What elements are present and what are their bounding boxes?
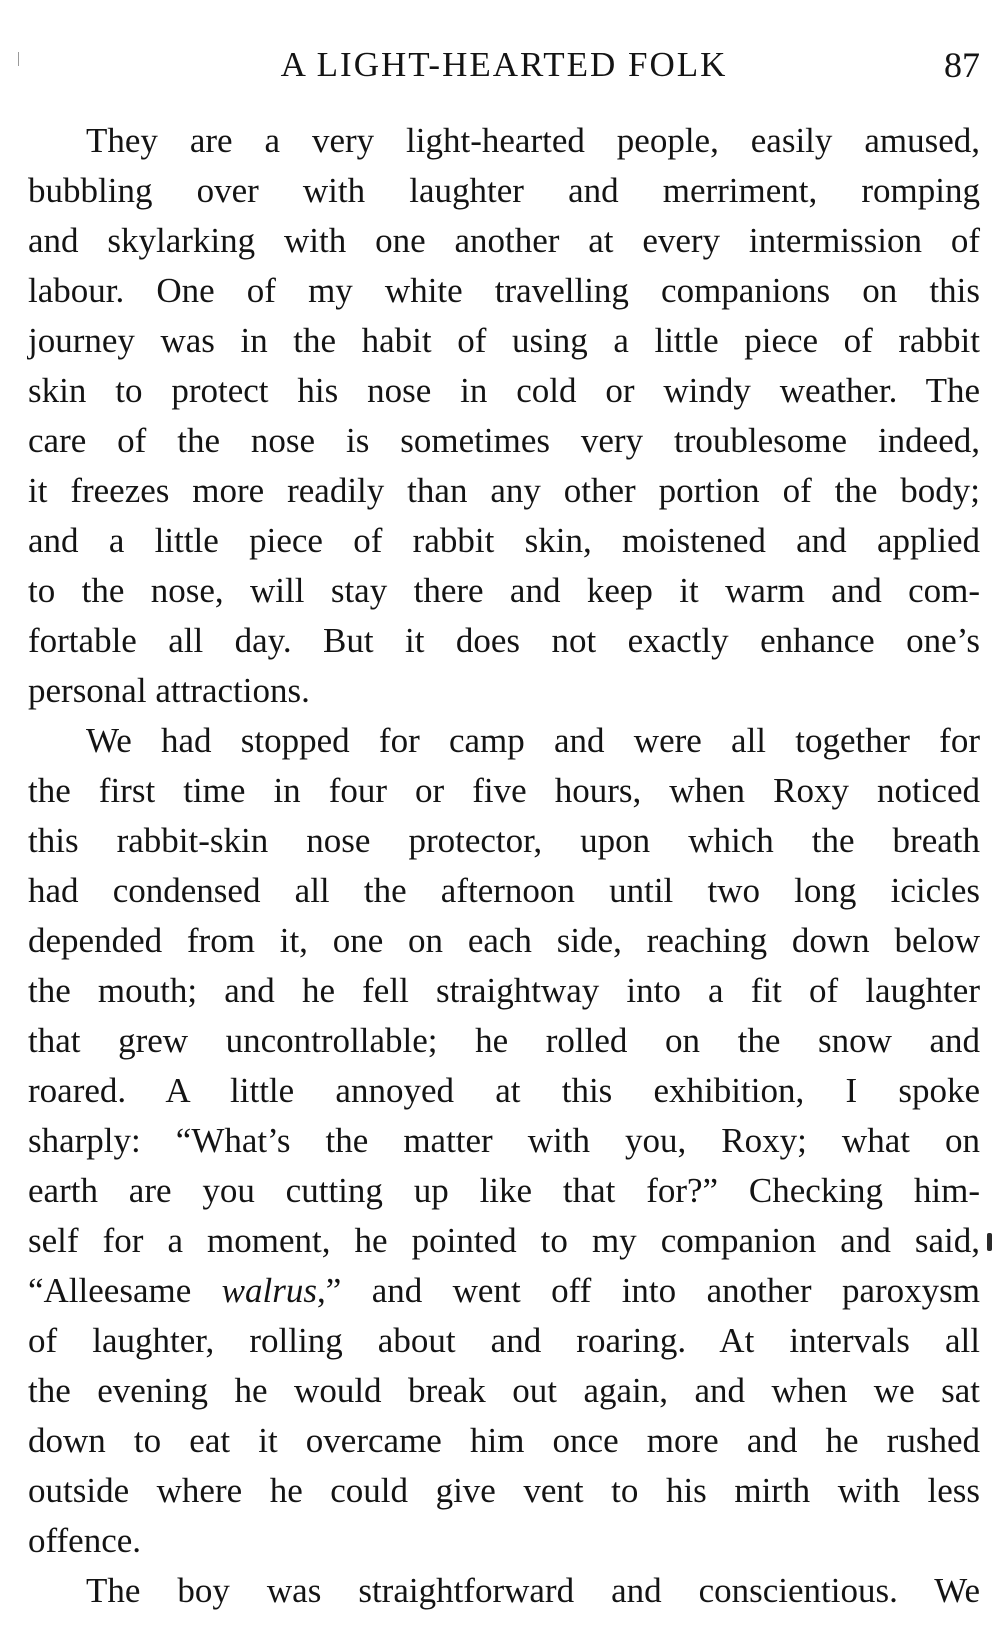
text-line: depended from it, one on each side, reaching down below bbox=[28, 921, 980, 960]
text-line: self for a moment, he pointed to my companion and said, bbox=[28, 1221, 980, 1260]
text-line: roared. A little annoyed at this exhibition, I spoke bbox=[28, 1071, 980, 1110]
text-line: it freezes more readily than any other portion of the body; bbox=[28, 471, 980, 510]
text-segment: “Alleesame bbox=[28, 1271, 222, 1310]
text-segment: ,” and went off into another paroxysm bbox=[316, 1271, 980, 1310]
text-line: journey was in the habit of using a little piece of rabbit bbox=[28, 321, 980, 360]
gutter-mark bbox=[18, 52, 19, 66]
text-line bbox=[28, 1266, 980, 1316]
text-line: The boy was straightforward and conscientious. We bbox=[86, 1571, 980, 1610]
margin-mark bbox=[987, 1233, 992, 1251]
running-title: A LIGHT-HEARTED FOLK bbox=[280, 45, 728, 84]
body-text bbox=[28, 116, 980, 1616]
text-line: earth are you cutting up like that for?” Checking him- bbox=[28, 1171, 980, 1210]
italic-word: walrus bbox=[221, 1271, 317, 1310]
running-head bbox=[28, 40, 980, 90]
text-line: skin to protect his nose in cold or windy weather. The bbox=[28, 371, 980, 410]
page-number: 87 bbox=[944, 45, 980, 85]
text-line: and skylarking with one another at every intermission of bbox=[28, 221, 980, 260]
text-line: care of the nose is sometimes very troublesome indeed, bbox=[28, 421, 980, 460]
text-line: fortable all day. But it does not exactly enhance one’s bbox=[28, 621, 980, 660]
text-line: the first time in four or five hours, when Roxy noticed bbox=[28, 771, 980, 810]
text-line: down to eat it overcame him once more and he rushed bbox=[28, 1421, 980, 1460]
text-line: and a little piece of rabbit skin, moistened and applied bbox=[28, 521, 980, 560]
text-line: the mouth; and he fell straightway into a fit of laughter bbox=[28, 971, 980, 1010]
text-line: outside where he could give vent to his mirth with less bbox=[28, 1471, 980, 1510]
text-line: offence. bbox=[28, 1521, 142, 1560]
text-line: that grew uncontrollable; he rolled on the snow and bbox=[28, 1021, 980, 1060]
text-line: had condensed all the afternoon until two long icicles bbox=[28, 871, 980, 910]
text-line: labour. One of my white travelling companions on this bbox=[28, 271, 980, 310]
text-line: of laughter, rolling about and roaring. At intervals all bbox=[28, 1321, 980, 1360]
text-line: the evening he would break out again, and when we sat bbox=[28, 1371, 980, 1410]
text-line: They are a very light-hearted people, easily amused, bbox=[86, 121, 980, 160]
text-line: personal attractions. bbox=[28, 671, 310, 710]
text-line: to the nose, will stay there and keep it warm and com- bbox=[28, 571, 980, 610]
text-line: bubbling over with laughter and merriment, romping bbox=[28, 171, 980, 210]
text-line: this rabbit-skin nose protector, upon which the breath bbox=[28, 821, 980, 860]
text-line: We had stopped for camp and were all together for bbox=[86, 721, 980, 760]
text-line: sharply: “What’s the matter with you, Roxy; what on bbox=[28, 1121, 980, 1160]
